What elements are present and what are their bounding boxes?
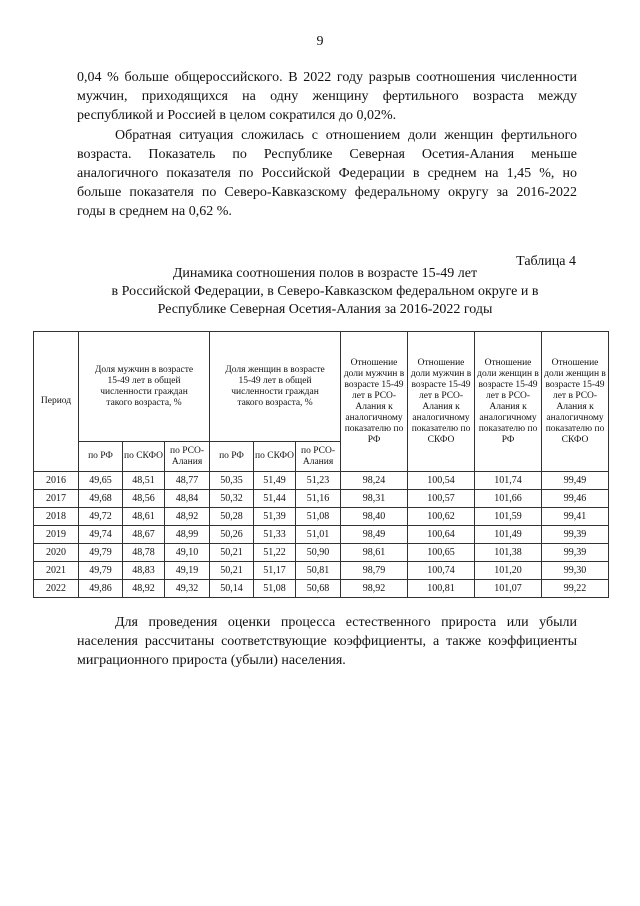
table-cell: 49,72 [79, 508, 123, 526]
table-cell: 48,78 [123, 544, 165, 562]
table-cell: 101,59 [475, 508, 542, 526]
table-cell: 99,49 [542, 472, 609, 490]
table-cell: 99,22 [542, 580, 609, 598]
table-cell: 50,26 [210, 526, 254, 544]
table-cell: 48,67 [123, 526, 165, 544]
table-cell: 50,90 [296, 544, 341, 562]
table-cell: 99,39 [542, 544, 609, 562]
table-title [70, 265, 580, 319]
subheader-women-skfo: по СКФО [254, 442, 296, 472]
table-title-line-1: Динамика соотношения полов в возрасте 15-49 лет [172, 266, 478, 281]
page-number: 9 [316, 34, 324, 49]
table-cell: 100,62 [408, 508, 475, 526]
header-ratio-men-skfo: Отношение доли мужчин в возрасте 15-49 лет в РСО-Алания к аналогичному показателю по СКФО [408, 332, 475, 472]
table-cell: 99,46 [542, 490, 609, 508]
table-cell: 50,35 [210, 472, 254, 490]
table-cell-year: 2019 [34, 526, 79, 544]
table-cell: 51,49 [254, 472, 296, 490]
table-cell: 100,81 [408, 580, 475, 598]
table-row [34, 580, 609, 598]
header-ratio-women-skfo: Отношение доли женщин в возрасте 15-49 лет в РСО-Алания к аналогичному показателю по СКФО [542, 332, 609, 472]
table-cell-year: 2016 [34, 472, 79, 490]
table-cell: 100,54 [408, 472, 475, 490]
header-period: Период [34, 332, 79, 472]
table-cell: 100,57 [408, 490, 475, 508]
table-cell: 101,74 [475, 472, 542, 490]
table-cell: 98,31 [341, 490, 408, 508]
header-ratio-women-rf: Отношение доли женщин в возрасте 15-49 лет в РСО-Алания к аналогичному показателю по РФ [475, 332, 542, 472]
table-cell: 49,79 [79, 562, 123, 580]
table-cell: 51,39 [254, 508, 296, 526]
subheader-men-skfo: по СКФО [123, 442, 165, 472]
table-cell: 101,20 [475, 562, 542, 580]
paragraph-2: Обратная ситуация сложилась с отношением доли женщин фертильного возраста. Показатель по Республике Северная Осетия-Алания меньше аналогичного показателя по Российской Федерации в среднем на 1,45 %, но больше показателя по Северо-Кавказскому федеральному округу за 2016-2022 годы в среднем на 0,62 %. [77, 128, 577, 219]
subheader-women-rf: по РФ [210, 442, 254, 472]
table-cell: 49,10 [165, 544, 210, 562]
table-cell: 48,83 [123, 562, 165, 580]
table-title-line-3: Республике Северная Осетия-Алания за 2016-2022 годы [157, 302, 493, 317]
table-cell: 98,61 [341, 544, 408, 562]
table-cell: 49,86 [79, 580, 123, 598]
table-cell: 50,68 [296, 580, 341, 598]
table-row [34, 472, 609, 490]
table-cell: 101,49 [475, 526, 542, 544]
table-cell: 48,92 [165, 508, 210, 526]
table-cell: 100,74 [408, 562, 475, 580]
table-cell: 51,33 [254, 526, 296, 544]
table-cell: 98,49 [341, 526, 408, 544]
table-cell: 48,77 [165, 472, 210, 490]
table-body [34, 472, 609, 598]
paragraph-3: Для проведения оценки процесса естественного прироста или убыли населения рассчитаны соответствующие коэффициенты, а также коэффициенты миграционного прироста (убыли) населения. [77, 615, 577, 668]
table-cell: 51,22 [254, 544, 296, 562]
table-cell: 48,84 [165, 490, 210, 508]
table-cell-year: 2021 [34, 562, 79, 580]
table-cell: 51,16 [296, 490, 341, 508]
table-cell: 49,68 [79, 490, 123, 508]
table-cell-year: 2018 [34, 508, 79, 526]
table-cell: 51,44 [254, 490, 296, 508]
table-row [34, 562, 609, 580]
table-cell: 49,19 [165, 562, 210, 580]
table-cell: 51,23 [296, 472, 341, 490]
table-cell: 99,41 [542, 508, 609, 526]
table-title-line-2: в Российской Федерации, в Северо-Кавказском федеральном округе и в [111, 284, 539, 299]
table-cell: 48,51 [123, 472, 165, 490]
table-cell-year: 2020 [34, 544, 79, 562]
header-women-share: Доля женщин в возрасте 15-49 лет в общей численности граждан такого возраста, % [210, 332, 341, 442]
table-cell-year: 2017 [34, 490, 79, 508]
table-cell: 51,01 [296, 526, 341, 544]
table-cell: 48,99 [165, 526, 210, 544]
table-cell: 49,65 [79, 472, 123, 490]
table-cell: 101,07 [475, 580, 542, 598]
table-cell: 50,21 [210, 544, 254, 562]
table-cell-year: 2022 [34, 580, 79, 598]
table-cell: 101,66 [475, 490, 542, 508]
sex-ratio-table [33, 331, 609, 598]
header-men-share: Доля мужчин в возрасте 15-49 лет в общей численности граждан такого возраста, % [79, 332, 210, 442]
table-cell: 98,79 [341, 562, 408, 580]
table-cell: 99,30 [542, 562, 609, 580]
header-ratio-men-rf: Отношение доли мужчин в возрасте 15-49 лет в РСО-Алания к аналогичному показателю по РФ [341, 332, 408, 472]
table-row [34, 490, 609, 508]
table-cell: 98,92 [341, 580, 408, 598]
table-row [34, 526, 609, 544]
table-cell: 100,65 [408, 544, 475, 562]
table-cell: 98,40 [341, 508, 408, 526]
table-cell: 99,39 [542, 526, 609, 544]
table-cell: 100,64 [408, 526, 475, 544]
table-cell: 51,08 [296, 508, 341, 526]
table-row [34, 508, 609, 526]
table-cell: 51,08 [254, 580, 296, 598]
table-cell: 49,32 [165, 580, 210, 598]
table-cell: 48,92 [123, 580, 165, 598]
table-cell: 50,28 [210, 508, 254, 526]
table-cell: 98,24 [341, 472, 408, 490]
subheader-men-rf: по РФ [79, 442, 123, 472]
table-cell: 50,32 [210, 490, 254, 508]
table-cell: 50,14 [210, 580, 254, 598]
table-label: Таблица 4 [516, 254, 576, 269]
table-cell: 50,81 [296, 562, 341, 580]
paragraph-1: 0,04 % больше общероссийского. В 2022 году разрыв соотношения численности мужчин, приходящихся на одну женщину фертильного возраста между республикой и Россией в целом сократился до 0,02%. [77, 70, 577, 123]
table-cell: 51,17 [254, 562, 296, 580]
table-cell: 48,61 [123, 508, 165, 526]
table-cell: 49,74 [79, 526, 123, 544]
table-cell: 49,79 [79, 544, 123, 562]
subheader-women-rso: по РСО-Алания [296, 442, 341, 472]
table-cell: 48,56 [123, 490, 165, 508]
subheader-men-rso: по РСО-Алания [165, 442, 210, 472]
table-cell: 50,21 [210, 562, 254, 580]
table-row [34, 544, 609, 562]
table-cell: 101,38 [475, 544, 542, 562]
